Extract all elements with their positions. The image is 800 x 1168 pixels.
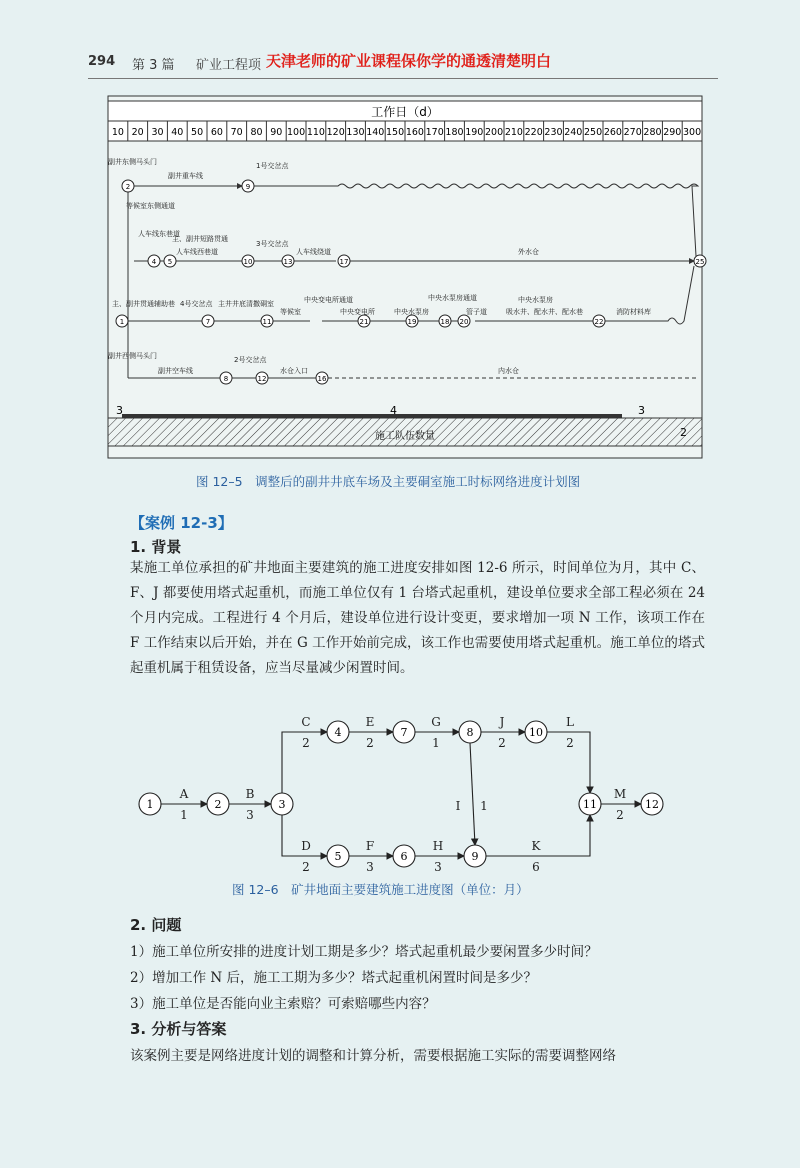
network-node-6 (393, 845, 415, 867)
network-node (316, 372, 328, 384)
tick-label: 290 (663, 127, 682, 138)
activity-duration-j: 2 (498, 736, 506, 750)
network-node (694, 255, 706, 267)
network-node (122, 180, 134, 192)
activity-duration-h: 3 (434, 860, 442, 874)
svg-text:12: 12 (645, 798, 659, 811)
tick-label: 220 (524, 127, 543, 138)
tick-label: 20 (131, 127, 144, 138)
network-node-12 (641, 793, 663, 815)
chapter-label: 矿业工程项 (196, 58, 262, 73)
tick-label: 40 (171, 127, 184, 138)
tick-label: 120 (326, 127, 345, 138)
label-l15: 中央变电所通道 (304, 296, 353, 304)
activity-duration-d: 2 (302, 860, 310, 874)
label-l1: 副井东侧马头门 (108, 158, 157, 166)
label-l12: 4号交岔点 (180, 300, 213, 308)
label-l16: 中央变电所 (340, 308, 375, 316)
network-node-9 (464, 845, 486, 867)
crew-count-right-lower: 2 (680, 426, 687, 439)
label-l3: 1号交岔点 (256, 162, 289, 170)
svg-text:1: 1 (146, 798, 154, 811)
label-l13: 主井井底清撒硐室 (218, 300, 274, 308)
crew-count-right-upper: 3 (638, 404, 645, 417)
label-l10: 外水仓 (518, 248, 539, 256)
network-node (358, 315, 370, 327)
svg-text:11: 11 (583, 798, 597, 811)
network-node (148, 255, 160, 267)
svg-text:9: 9 (471, 850, 479, 863)
analysis-text: 该案例主要是网络进度计划的调整和计算分析，需要根据施工实际的需要调整网络 (130, 1048, 616, 1064)
svg-text:9: 9 (245, 183, 251, 191)
axis-title: 工作日（d） (371, 105, 439, 119)
svg-text:20: 20 (459, 318, 469, 326)
page-header (88, 50, 718, 76)
watermark-text: 天津老师的矿业课程保你学的通透清楚明白 (266, 52, 552, 70)
network-node-8 (459, 721, 481, 743)
tick-label: 260 (603, 127, 622, 138)
tick-label: 30 (151, 127, 164, 138)
network-node (242, 180, 254, 192)
svg-text:19: 19 (407, 318, 417, 326)
tick-label: 230 (544, 127, 563, 138)
activity-label-h: H (432, 839, 444, 853)
label-l5: 人车线东巷道 (138, 230, 180, 238)
activity-duration-b: 3 (246, 808, 254, 822)
activity-label-d: D (301, 839, 311, 853)
question-1: 1）施工单位所安排的进度计划工期是多少？塔式起重机最少要闲置多少时间？ (130, 944, 598, 960)
activity-label-l: L (566, 715, 574, 729)
tick-label: 190 (465, 127, 484, 138)
svg-text:8: 8 (466, 726, 474, 739)
activity-label-f: F (365, 839, 375, 853)
svg-text:8: 8 (223, 375, 229, 383)
tick-label: 110 (306, 127, 325, 138)
question-3: 3）施工单位是否能向业主索赔？可索赔哪些内容？ (130, 996, 436, 1012)
svg-text:10: 10 (529, 726, 543, 739)
network-node (338, 255, 350, 267)
svg-text:2: 2 (125, 183, 131, 191)
activity-duration-k: 6 (532, 860, 540, 874)
svg-text:4: 4 (334, 726, 342, 739)
svg-text:6: 6 (400, 850, 408, 863)
tick-label: 210 (504, 127, 523, 138)
svg-text:7: 7 (400, 726, 408, 739)
crew-count-middle: 4 (390, 404, 397, 417)
tick-label: 130 (346, 127, 365, 138)
time-scaled-network-figure (108, 96, 705, 458)
svg-text:11: 11 (262, 318, 272, 326)
tick-label: 50 (191, 127, 204, 138)
tick-label: 250 (584, 127, 603, 138)
svg-text:10: 10 (243, 258, 253, 266)
network-node (164, 255, 176, 267)
activity-label-e: E (365, 715, 375, 729)
network-node (406, 315, 418, 327)
label-l27: 内水仓 (498, 367, 519, 375)
label-l6: 主、副井短路贯通 (172, 235, 228, 243)
svg-text:4: 4 (151, 258, 157, 266)
label-l20: 吸水井、配水井、配水巷 (506, 308, 583, 316)
network-node-2 (207, 793, 229, 815)
tick-label: 300 (683, 127, 702, 138)
network-node (116, 315, 128, 327)
crew-count-left: 3 (116, 404, 123, 417)
figure1-caption: 图 12–5 调整后的副井井底车场及主要硐室施工时标网络进度计划图 (196, 474, 581, 489)
activity-duration-m: 2 (616, 808, 624, 822)
tick-label: 200 (485, 127, 504, 138)
svg-text:13: 13 (283, 258, 293, 266)
label-l26: 水仓入口 (280, 367, 308, 375)
svg-text:3: 3 (278, 798, 286, 811)
svg-text:18: 18 (440, 318, 450, 326)
activity-duration-l: 2 (566, 736, 574, 750)
activity-label-m: M (613, 787, 627, 801)
header-rule (88, 78, 718, 79)
network-node-11 (579, 793, 601, 815)
activity-label-i: I (455, 799, 461, 813)
tick-label: 170 (425, 127, 444, 138)
section-label: 第 3 篇 (132, 58, 175, 73)
activity-duration-a: 1 (180, 808, 188, 822)
activity-duration-g: 1 (432, 736, 440, 750)
label-l23: 副井西侧马头门 (108, 352, 157, 360)
background-text: 某施工单位承担的矿井地面主要建筑的施工进度安排如图 12-6 所示，时间单位为月，其中 C、F、J 都要使用塔式起重机，而施工单位仅有 1 台塔式起重机，建设单位要求全部工程必须在 24 个月内完成。工程进行 4 个月后，建设单位进行设计变更，要求增加一项 N 工作，该项工作在 F 工作结束以后开始，并在 G 工作开始前完成，该工作也需要使用塔式起重机。施工单位的塔式起重机属于租赁设备，应当尽量减少闲置时间。 (130, 560, 705, 676)
activity-label-c: C (301, 715, 311, 729)
tick-label: 240 (564, 127, 583, 138)
analysis-heading: 3. 分析与答案 (130, 1020, 227, 1038)
svg-text:16: 16 (317, 375, 327, 383)
tick-label: 90 (270, 127, 283, 138)
network-node-3 (271, 793, 293, 815)
network-node (261, 315, 273, 327)
activity-duration-i: 1 (480, 799, 488, 813)
tick-label: 270 (623, 127, 642, 138)
question-2: 2）增加工作 N 后，施工工期为多少？塔式起重机闲置时间是多少？ (130, 970, 537, 986)
network-node (220, 372, 232, 384)
network-node-10 (525, 721, 547, 743)
svg-text:2: 2 (214, 798, 222, 811)
label-l8: 3号交岔点 (256, 240, 289, 248)
label-l18: 中央水泵房通道 (428, 294, 477, 302)
network-node (458, 315, 470, 327)
activity-duration-c: 2 (302, 736, 310, 750)
label-l22: 消防材料库 (616, 308, 651, 316)
network-node (282, 255, 294, 267)
label-l11: 主、副井贯通辅助巷 (112, 300, 175, 308)
activity-duration-f: 3 (366, 860, 374, 874)
network-node (242, 255, 254, 267)
page-number: 294 (88, 54, 116, 69)
tick-label: 60 (210, 127, 223, 138)
network-node-5 (327, 845, 349, 867)
svg-text:5: 5 (334, 850, 342, 863)
activity-label-a: A (179, 787, 189, 801)
tick-label: 160 (405, 127, 424, 138)
svg-text:1: 1 (119, 318, 125, 326)
tick-label: 100 (287, 127, 306, 138)
tick-label: 80 (250, 127, 263, 138)
case-title: 【案例 12-3】 (130, 514, 233, 532)
questions-heading: 2. 问题 (130, 916, 182, 934)
label-l9: 人车线绕道 (296, 248, 331, 256)
label-l14: 等候室 (280, 308, 301, 316)
activity-label-b: B (245, 787, 255, 801)
activity-label-k: K (531, 839, 541, 853)
label-l2: 副井重车线 (168, 172, 203, 180)
network-node-4 (327, 721, 349, 743)
figure2-caption: 图 12–6 矿井地面主要建筑施工进度图（单位：月） (232, 882, 529, 897)
activity-label-j: J (499, 715, 505, 729)
label-l4: 等候室东侧通道 (126, 202, 175, 210)
background-heading: 1. 背景 (130, 538, 182, 556)
activity-duration-e: 2 (366, 736, 374, 750)
svg-text:21: 21 (359, 318, 369, 326)
tick-label: 180 (445, 127, 464, 138)
label-l24: 副井空车线 (158, 367, 193, 375)
network-node (202, 315, 214, 327)
svg-text:7: 7 (205, 318, 211, 326)
label-l25: 2号交岔点 (234, 356, 267, 364)
tick-label: 140 (366, 127, 385, 138)
tick-label: 280 (643, 127, 662, 138)
svg-text:22: 22 (594, 318, 604, 326)
network-node (256, 372, 268, 384)
tick-label: 70 (230, 127, 243, 138)
label-l21: 中央水泵房 (518, 296, 553, 304)
network-node (593, 315, 605, 327)
label-l7: 人车线西巷道 (176, 248, 218, 256)
svg-text:25: 25 (695, 258, 705, 266)
svg-text:12: 12 (257, 375, 267, 383)
network-node-1 (139, 793, 161, 815)
label-l17: 中央水泵房 (394, 308, 429, 316)
activity-label-g: G (431, 715, 441, 729)
tick-label: 10 (111, 127, 124, 138)
svg-text:5: 5 (167, 258, 173, 266)
tick-label: 150 (386, 127, 405, 138)
network-node (439, 315, 451, 327)
network-diagram (130, 712, 670, 882)
network-node-7 (393, 721, 415, 743)
crew-label: 施工队伍数量 (375, 431, 435, 442)
svg-text:17: 17 (339, 258, 349, 266)
label-l19: 管子道 (466, 308, 487, 316)
